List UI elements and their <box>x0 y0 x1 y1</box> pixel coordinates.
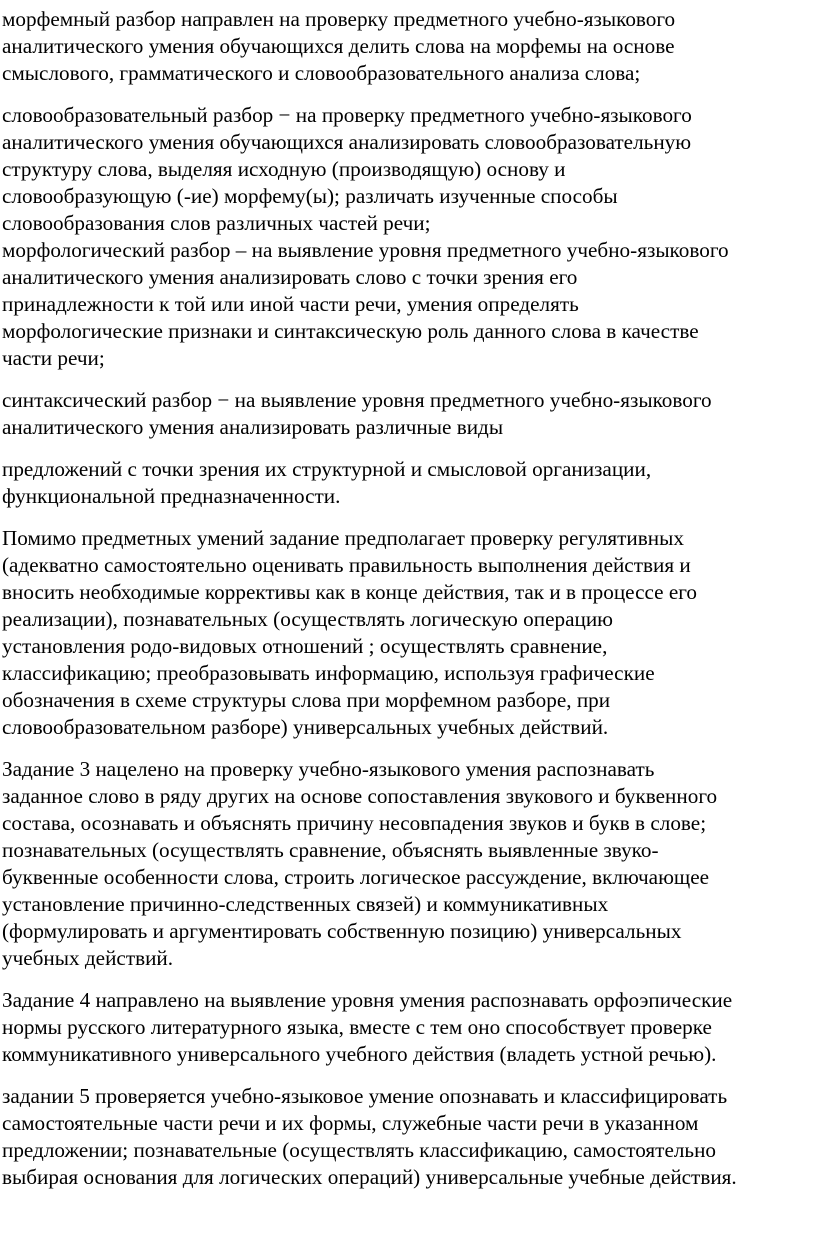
text-line: словообразующую (-ие) морфему(ы); различать изученные способы <box>2 184 618 208</box>
text-line: выбирая основания для логических операций) универсальные учебные действия. <box>2 1165 737 1189</box>
paragraph <box>2 756 808 972</box>
text-line: задании 5 проверяется учебно-языковое умение опознавать и классифицировать <box>2 1084 728 1108</box>
paragraph <box>2 387 808 441</box>
text-line: реализации), познавательных (осуществлять логическую операцию <box>2 607 613 631</box>
text-line: функциональной предназначенности. <box>2 484 341 508</box>
text-line: самостоятельные части речи и их формы, служебные части речи в указанном <box>2 1111 699 1135</box>
paragraph <box>2 1083 808 1191</box>
paragraph <box>2 237 808 372</box>
paragraph <box>2 102 808 237</box>
text-line: Задание 3 нацелено на проверку учебно-языкового умения распознавать <box>2 757 655 781</box>
text-line: аналитического умения обучающихся анализировать словообразовательную <box>2 130 692 154</box>
text-line: аналитического умения обучающихся делить слова на морфемы на основе <box>2 34 675 58</box>
text-line: нормы русского литературного языка, вместе с тем оно способствует проверке <box>2 1015 712 1039</box>
text-line: (формулировать и аргументировать собственную позицию) универсальных <box>2 919 682 943</box>
text-line: состава, осознавать и объяснять причину несовпадения звуков и букв в слове; <box>2 811 707 835</box>
text-line: (адекватно самостоятельно оценивать правильность выполнения действия и <box>2 553 691 577</box>
text-line: познавательных (осуществлять сравнение, объяснять выявленные звуко- <box>2 838 659 862</box>
text-line: морфологический разбор – на выявление уровня предметного учебно-языкового <box>2 238 729 262</box>
text-line: принадлежности к той или иной части речи, умения определять <box>2 292 579 316</box>
text-line: части речи; <box>2 346 105 370</box>
text-line: предложении; познавательные (осуществлять классификацию, самостоятельно <box>2 1138 717 1162</box>
text-line: морфемный разбор направлен на проверку предметного учебно-языкового <box>2 7 676 31</box>
text-line: аналитического умения анализировать различные виды <box>2 415 504 439</box>
text-line: Помимо предметных умений задание предполагает проверку регулятивных <box>2 526 684 550</box>
paragraph <box>2 6 808 87</box>
text-line: установление причинно-следственных связей) и коммуникативных <box>2 892 609 916</box>
text-line: аналитического умения анализировать слово с точки зрения его <box>2 265 578 289</box>
text-line: обозначения в схеме структуры слова при морфемном разборе, при <box>2 688 611 712</box>
text-line: установления родо-видовых отношений ; осуществлять сравнение, <box>2 634 608 658</box>
text-line: структуру слова, выделяя исходную (производящую) основу и <box>2 157 566 181</box>
text-line: коммуникативного универсального учебного действия (владеть устной речью). <box>2 1042 717 1066</box>
text-line: смыслового, грамматического и словообразовательного анализа слова; <box>2 61 641 85</box>
text-line: словообразовательном разборе) универсальных учебных действий. <box>2 715 609 739</box>
text-line: словообразовательный разбор − на проверку предметного учебно-языкового <box>2 103 692 127</box>
text-line: буквенные особенности слова, строить логическое рассуждение, включающее <box>2 865 710 889</box>
text-line: словообразования слов различных частей речи; <box>2 211 431 235</box>
text-line: Задание 4 направлено на выявление уровня умения распознавать орфоэпические <box>2 988 733 1012</box>
text-line: учебных действий. <box>2 946 174 970</box>
text-line: вносить необходимые коррективы как в конце действия, так и в процессе его <box>2 580 698 604</box>
text-line: классификацию; преобразовывать информацию, используя графические <box>2 661 655 685</box>
text-line: морфологические признаки и синтаксическую роль данного слова в качестве <box>2 319 699 343</box>
paragraph <box>2 456 808 510</box>
paragraph <box>2 987 808 1068</box>
paragraph <box>2 525 808 741</box>
text-line: заданное слово в ряду других на основе сопоставления звукового и буквенного <box>2 784 718 808</box>
text-line: предложений с точки зрения их структурной и смысловой организации, <box>2 457 652 481</box>
text-line: синтаксический разбор − на выявление уровня предметного учебно-языкового <box>2 388 712 412</box>
